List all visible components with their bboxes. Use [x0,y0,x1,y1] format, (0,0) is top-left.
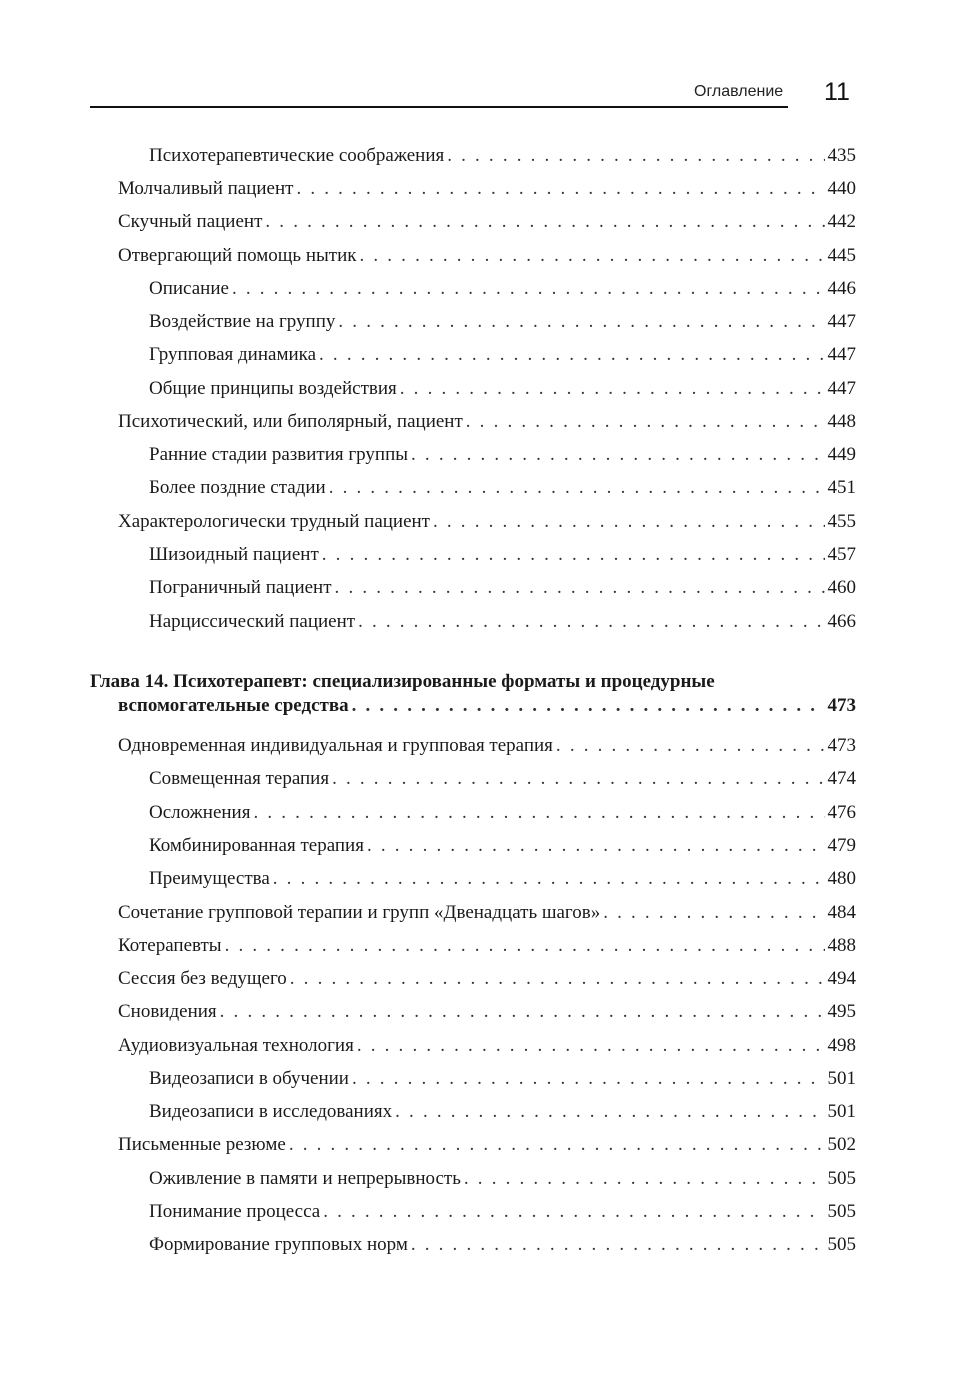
toc-entry-title: Понимание процесса [149,1201,321,1222]
toc-entry-title: Сочетание групповой терапии и групп «Двенадцать шагов» [118,902,601,923]
toc-entry-page: 474 [827,768,856,789]
page-number: 11 [824,78,850,106]
toc-entry [149,867,856,891]
toc-leader [447,144,824,168]
toc-entry [149,144,856,168]
toc-entry [149,476,856,500]
toc-leader [466,410,825,434]
toc-entry-title: Воздействие на группу [149,311,336,332]
toc-entry-page: 442 [827,211,856,232]
toc-entry-title: Отвергающий помощь нытик [118,245,357,266]
toc-entry [149,767,856,791]
toc-entry-page: 501 [827,1101,856,1122]
toc-entry [118,1034,856,1058]
toc-entry [118,967,856,991]
toc-entry-title: Описание [149,278,229,299]
chapter-page: 473 [827,695,856,716]
toc-entry-title: Совмещенная терапия [149,768,330,789]
toc-leader [319,343,824,367]
toc-leader [358,610,824,634]
toc-entry-page: 476 [827,802,856,823]
toc-entry-title: Осложнения [149,802,251,823]
toc-leader [335,576,825,600]
toc-entry-title: Одновременная индивидуальная и групповая терапия [118,735,553,756]
toc-leader [352,1067,825,1091]
toc-leader [232,277,825,301]
toc-entry [118,177,856,201]
toc-leader [357,1034,825,1058]
toc-entry-title: Психотерапевтические соображения [149,145,445,166]
toc-leader [296,177,824,201]
toc-entry-page: 445 [827,245,856,266]
toc-leader [289,1133,825,1157]
toc-entry-title: Аудиовизуальная технология [118,1035,354,1056]
toc-entry [149,1167,856,1191]
toc-entry [149,610,856,634]
toc-entry-page: 498 [827,1035,856,1056]
toc-entry-page: 447 [827,311,856,332]
toc-entry-title: Молчаливый пациент [118,178,294,199]
toc-entry [149,1100,856,1124]
toc-entry-page: 505 [827,1168,856,1189]
toc-leader [433,510,825,534]
toc-leader [265,210,824,234]
toc-entry-page: 495 [827,1001,856,1022]
toc-entry-title: Пограничный пациент [149,577,332,598]
toc-entry-page: 484 [827,902,856,923]
toc-leader [273,867,825,891]
toc-entry-page: 457 [827,544,856,565]
toc-leader [225,934,825,958]
toc-leader [464,1167,825,1191]
toc-entry [149,277,856,301]
toc-leader [338,310,824,334]
toc-leader [253,801,824,825]
toc-leader [411,1233,825,1257]
toc-entry-title: Оживление в памяти и непрерывность [149,1168,461,1189]
toc-entry-title: Ранние стадии развития группы [149,444,409,465]
toc-entry-page: 448 [827,411,856,432]
toc-entry-page: 505 [827,1201,856,1222]
toc-entry-title: Общие принципы воздействия [149,378,397,399]
toc-entry [118,734,856,758]
toc-entry [149,310,856,334]
toc-leader [329,476,825,500]
toc-entry-page: 494 [827,968,856,989]
toc-leader [395,1100,824,1124]
toc-leader [359,244,824,268]
toc-entry [149,343,856,367]
toc-leader [400,377,825,401]
toc-entry-page: 473 [827,735,856,756]
toc-entry [118,934,856,958]
toc-entry-page: 447 [827,378,856,399]
toc-leader [332,767,824,791]
toc-leader [367,834,825,858]
toc-entry [149,1200,856,1224]
chapter-heading: Глава 14. Психотерапевт: специализированные форматы и процедурные [90,671,715,692]
toc-leader [352,694,825,718]
toc-entry-page: 451 [827,477,856,498]
toc-leader [290,967,825,991]
toc-entry [149,543,856,567]
toc-entry-page: 479 [827,835,856,856]
toc-entry-page: 502 [827,1134,856,1155]
toc-leader [411,443,824,467]
toc-leader [322,543,825,567]
toc-entry-title: Видеозаписи в исследованиях [149,1101,393,1122]
toc-entry-title: Шизоидный пациент [149,544,319,565]
toc-entry-title: Котерапевты [118,935,222,956]
toc-entry-page: 488 [827,935,856,956]
toc-entry [149,377,856,401]
toc-leader [220,1000,825,1024]
toc-entry-page: 447 [827,344,856,365]
toc-entry [118,510,856,534]
toc-entry-title: Комбинированная терапия [149,835,364,856]
toc-entry [149,576,856,600]
running-header-title: Оглавление [694,83,784,100]
toc-entry-page: 460 [827,577,856,598]
toc-leader [556,734,825,758]
toc-entry-page: 435 [827,145,856,166]
chapter-title: вспомогательные средства [118,695,349,716]
toc-entry-page: 440 [827,178,856,199]
toc-entry [149,443,856,467]
chapter-heading-continuation [118,694,856,718]
toc-entry [149,834,856,858]
toc-entry-title: Преимущества [149,868,270,889]
toc-entry [118,1000,856,1024]
toc-entry-page: 455 [827,511,856,532]
toc-entry [118,1133,856,1157]
toc-entry-title: Более поздние стадии [149,477,326,498]
toc-entry-page: 505 [827,1234,856,1255]
toc-entry-title: Сновидения [118,1001,217,1022]
toc-entry-title: Скучный пациент [118,211,263,232]
toc-entry-page: 480 [827,868,856,889]
toc-entry-title: Сессия без ведущего [118,968,287,989]
toc-entry [118,901,856,925]
toc-entry [149,1067,856,1091]
toc-entry [149,1233,856,1257]
toc-entry-title: Письменные резюме [118,1134,286,1155]
toc-entry-title: Формирование групповых норм [149,1234,408,1255]
toc-entry-title: Групповая динамика [149,344,317,365]
toc-entry-page: 449 [827,444,856,465]
toc-entry-title: Характерологически трудный пациент [118,511,430,532]
toc-entry-title: Психотический, или биполярный, пациент [118,411,463,432]
toc-entry-page: 466 [827,611,856,632]
toc-leader [603,901,824,925]
toc-entry-title: Видеозаписи в обучении [149,1068,349,1089]
toc-entry [118,210,856,234]
toc-entry-page: 501 [827,1068,856,1089]
toc-entry [118,410,856,434]
toc-entry-page: 446 [827,278,856,299]
toc-entry [149,801,856,825]
toc-entry [118,244,856,268]
toc-entry-title: Нарциссический пациент [149,611,356,632]
toc-leader [323,1200,824,1224]
